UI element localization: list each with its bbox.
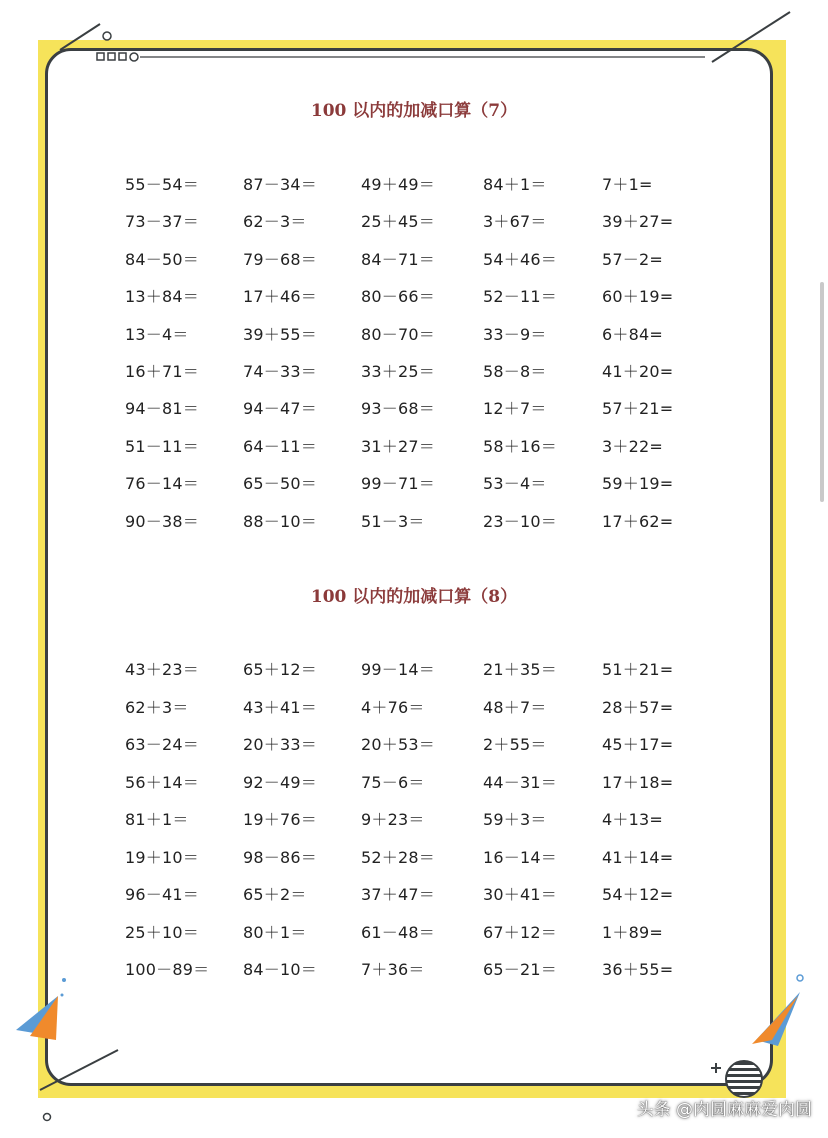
problem-cell: 16－14＝ <box>483 848 557 867</box>
problem-cell: 54＋12= <box>602 885 674 904</box>
problem-cell: 94－47＝ <box>243 399 317 418</box>
problem-cell: 52－11＝ <box>483 287 557 306</box>
problem-cell: 65＋2＝ <box>243 885 307 904</box>
problem-cell: 96－41＝ <box>125 885 199 904</box>
problem-cell: 64－11＝ <box>243 437 317 456</box>
problem-cell: 43＋41＝ <box>243 698 317 717</box>
problem-cell: 41＋20= <box>602 362 674 381</box>
scrollbar[interactable] <box>820 282 824 502</box>
problem-cell: 92－49＝ <box>243 773 317 792</box>
problem-cell: 61－48＝ <box>361 923 435 942</box>
problem-cell: 20＋53＝ <box>361 735 435 754</box>
problem-row <box>125 471 745 495</box>
problem-cell: 39＋55＝ <box>243 325 317 344</box>
problem-cell: 84－50＝ <box>125 250 199 269</box>
problem-cell: 93－68＝ <box>361 399 435 418</box>
problem-cell: 58＋16＝ <box>483 437 557 456</box>
problem-cell: 25＋45＝ <box>361 212 435 231</box>
problem-cell: 44－31＝ <box>483 773 557 792</box>
problem-row <box>125 509 745 533</box>
problem-cell: 62＋3＝ <box>125 698 189 717</box>
problem-cell: 76－14＝ <box>125 474 199 493</box>
problem-cell: 52＋28＝ <box>361 848 435 867</box>
problem-cell: 20＋33＝ <box>243 735 317 754</box>
problem-cell: 16＋71＝ <box>125 362 199 381</box>
problem-cell: 25＋10＝ <box>125 923 199 942</box>
problem-cell: 59＋3＝ <box>483 810 547 829</box>
problem-cell: 2＋55＝ <box>483 735 547 754</box>
problem-row <box>125 209 745 233</box>
problem-cell: 3＋22= <box>602 437 663 456</box>
problem-row <box>125 396 745 420</box>
problem-cell: 51＋21= <box>602 660 674 679</box>
problem-cell: 49＋49＝ <box>361 175 435 194</box>
problem-row <box>125 845 745 869</box>
problem-cell: 80－70＝ <box>361 325 435 344</box>
problem-cell: 73－37＝ <box>125 212 199 231</box>
problem-cell: 63－24＝ <box>125 735 199 754</box>
problem-cell: 7＋1= <box>602 175 653 194</box>
problem-cell: 9＋23＝ <box>361 810 425 829</box>
bottom-left-ring <box>44 1114 51 1121</box>
problem-cell: 98－86＝ <box>243 848 317 867</box>
problem-cell: 55－54＝ <box>125 175 199 194</box>
problem-cell: 12＋7＝ <box>483 399 547 418</box>
section-title-8: 100 以内的加减口算（8） <box>310 587 518 607</box>
problem-cell: 1＋89= <box>602 923 663 942</box>
problem-cell: 65－50＝ <box>243 474 317 493</box>
problem-cell: 54＋46＝ <box>483 250 557 269</box>
problem-cell: 58－8＝ <box>483 362 547 381</box>
problem-cell: 17＋18= <box>602 773 674 792</box>
problem-cell: 33－9＝ <box>483 325 547 344</box>
top-left-ring <box>103 32 111 40</box>
problem-cell: 19＋10＝ <box>125 848 199 867</box>
problem-row <box>125 695 745 719</box>
problem-row <box>125 732 745 756</box>
problem-cell: 59＋19= <box>602 474 674 493</box>
problem-cell: 7＋36＝ <box>361 960 425 979</box>
problem-cell: 33＋25＝ <box>361 362 435 381</box>
problem-cell: 6＋84= <box>602 325 663 344</box>
problem-cell: 57－2= <box>602 250 663 269</box>
problem-row <box>125 322 745 346</box>
problem-cell: 4＋76＝ <box>361 698 425 717</box>
problem-cell: 17＋62= <box>602 512 674 531</box>
problem-row <box>125 359 745 383</box>
problem-cell: 51－3＝ <box>361 512 425 531</box>
problem-cell: 67＋12＝ <box>483 923 557 942</box>
problem-cell: 36＋55= <box>602 960 674 979</box>
problem-row <box>125 957 745 981</box>
problem-cell: 23－10＝ <box>483 512 557 531</box>
problem-cell: 80＋1＝ <box>243 923 307 942</box>
problem-cell: 39＋27= <box>602 212 674 231</box>
problem-cell: 80－66＝ <box>361 287 435 306</box>
problem-cell: 28＋57= <box>602 698 674 717</box>
problem-cell: 13－4＝ <box>125 325 189 344</box>
problem-cell: 62－3＝ <box>243 212 307 231</box>
problem-row <box>125 882 745 906</box>
problem-row <box>125 657 745 681</box>
problem-cell: 100－89＝ <box>125 960 210 979</box>
problem-cell: 19＋76＝ <box>243 810 317 829</box>
problem-cell: 94－81＝ <box>125 399 199 418</box>
problem-cell: 43＋23＝ <box>125 660 199 679</box>
problem-row <box>125 247 745 271</box>
problem-row <box>125 807 745 831</box>
problem-cell: 21＋35＝ <box>483 660 557 679</box>
problem-cell: 57＋21= <box>602 399 674 418</box>
problem-row <box>125 434 745 458</box>
problem-cell: 51－11＝ <box>125 437 199 456</box>
problem-cell: 99－71＝ <box>361 474 435 493</box>
problem-cell: 84－10＝ <box>243 960 317 979</box>
problem-row <box>125 920 745 944</box>
problem-cell: 41＋14= <box>602 848 674 867</box>
problem-cell: 84＋1＝ <box>483 175 547 194</box>
problem-cell: 30＋41＝ <box>483 885 557 904</box>
problem-cell: 13＋84＝ <box>125 287 199 306</box>
watermark: 头条 @肉圆麻麻爱肉圆 <box>636 1100 812 1120</box>
problem-cell: 17＋46＝ <box>243 287 317 306</box>
problem-cell: 4＋13= <box>602 810 663 829</box>
problem-cell: 84－71＝ <box>361 250 435 269</box>
problem-row <box>125 770 745 794</box>
section-title-7: 100 以内的加减口算（7） <box>310 101 518 121</box>
problem-cell: 53－4＝ <box>483 474 547 493</box>
problem-cell: 81＋1＝ <box>125 810 189 829</box>
problem-cell: 88－10＝ <box>243 512 317 531</box>
problem-cell: 3＋67＝ <box>483 212 547 231</box>
right-dot <box>797 975 803 981</box>
problem-row <box>125 284 745 308</box>
problem-cell: 74－33＝ <box>243 362 317 381</box>
problem-cell: 65－21＝ <box>483 960 557 979</box>
problem-cell: 48＋7＝ <box>483 698 547 717</box>
problem-cell: 56＋14＝ <box>125 773 199 792</box>
problem-cell: 65＋12＝ <box>243 660 317 679</box>
problem-cell: 87－34＝ <box>243 175 317 194</box>
problem-cell: 31＋27＝ <box>361 437 435 456</box>
problem-cell: 60＋19= <box>602 287 674 306</box>
problem-cell: 99－14＝ <box>361 660 435 679</box>
problem-cell: 79－68＝ <box>243 250 317 269</box>
problem-cell: 45＋17= <box>602 735 674 754</box>
problem-cell: 37＋47＝ <box>361 885 435 904</box>
problem-cell: 75－6＝ <box>361 773 425 792</box>
problem-row <box>125 172 745 196</box>
problem-cell: 90－38＝ <box>125 512 199 531</box>
